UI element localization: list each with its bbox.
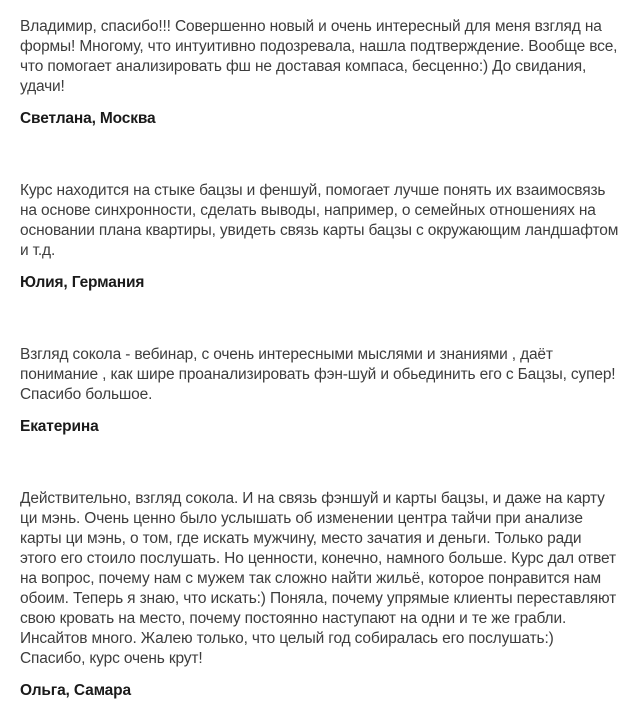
- testimonial-author: Ольга, Самара: [20, 682, 131, 699]
- testimonial-item: [20, 345, 621, 437]
- testimonial-author: Светлана, Москва: [20, 110, 156, 127]
- testimonial-text: Курс находится на стыке бацзы и феншуй, помогает лучше понять их взаимосвязь на основе синхронности, сделать выводы, например, о семейных отношениях на основании плана квартиры, увидеть связь карты бацзы с окружающим ландшафтом и т.д.: [20, 182, 619, 259]
- testimonial-item: [20, 181, 621, 293]
- testimonial-text: Взгляд сокола - вебинар, с очень интересными мыслями и знаниями , даёт понимание , как шире проанализировать фэн-шуй и обьединить его с Бацзы, супер! Спасибо большое.: [20, 346, 616, 403]
- testimonial-item: [20, 489, 621, 701]
- testimonial-text: Владимир, спасибо!!! Совершенно новый и очень интересный для меня взгляд на формы! Многому, что интуитивно подозревала, нашла подтверждение. Вообще все, что помогает анализировать фш не доставая компаса, бесценно:) До свидания, удачи!: [20, 18, 618, 95]
- testimonial-author: Екатерина: [20, 418, 99, 435]
- testimonial-text: Действительно, взгляд сокола. И на связь фэншуй и карты бацзы, и даже на карту ци мэнь. Очень ценно было услышать об изменении центра тайчи при анализе карты ци мэнь, о том, где искать мужчину, место зачатия и деньги. Только ради этого его стоило послушать. Но ценности, конечно, намного больше. Курс дал ответ на вопрос, почему нам с мужем так сложно найти жильё, которое понравится нам обоим. Теперь я знаю, что искать:) Поняла, почему упрямые клиенты переставляют свою кровать на место, почему постоянно наступают на одни и те же грабли. Инсайтов много. Жалею только, что целый год собиралась его послушать:) Спасибо, курс очень крут!: [20, 490, 617, 667]
- testimonial-item: [20, 17, 621, 129]
- testimonial-author: Юлия, Германия: [20, 274, 145, 291]
